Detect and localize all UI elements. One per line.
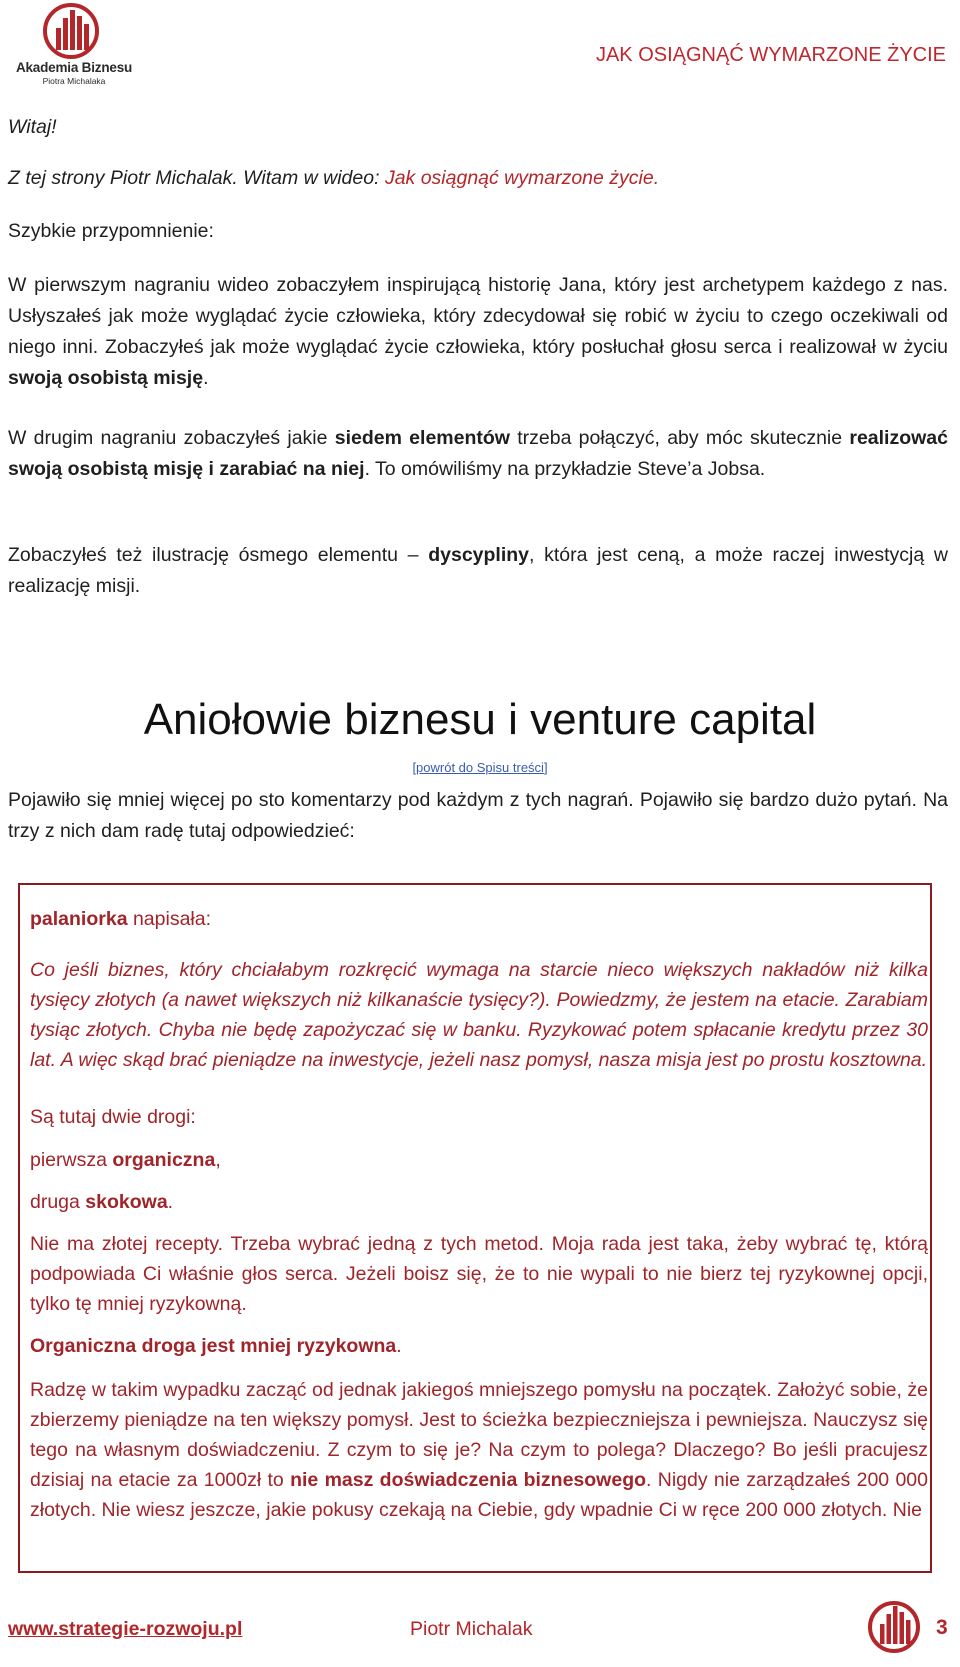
paragraph-text: Zobaczyłeś też ilustrację ósmego elementu – (8, 544, 429, 566)
first-way-prefix: pierwsza (30, 1149, 113, 1171)
advice-text: Radzę w takim wypadku zacząć od jednak jakiegoś mniejszego pomysłu na początek. Założyć sobie, że zbierzemy pieniądze na ten większy pomysł. Jest to ścieżka bezpieczniejsza i pewniejsza. Nauczysz się tego na własnym doświadczeniu. Z czym to się je? Na czym to polega? Dlaczego? Bo jeśli pracujesz dzisiaj na etacie za 1000zł to (30, 1379, 928, 1491)
bold-text: realizować swoją osobistą misję i zarabiać na niej (8, 427, 948, 480)
paragraph-text: W pierwszym nagraniu wideo zobaczyłem inspirującą historię Jana, który jest archetypem każdego z nas. Usłyszałeś jak może wyglądać życie człowieka, który zdecydował się robić w życiu to czego oczekiwali od niego inni. Zobaczyłeś jak może wyglądać życie człowieka, który posłuchał głosu serca i realizował w życiu (8, 274, 948, 358)
advice-bold: nie masz doświadczenia biznesowego (290, 1469, 647, 1491)
no-recipe-paragraph: Nie ma złotej recepty. Trzeba wybrać jedną z tych metod. Moja rada jest taka, żeby wybrać tę, którą podpowiada Ci właśnie głos serca. Jeżeli boisz się, że to nie wypali to nie bierz tej ryzykownej opcji, tylko tę mniej ryzykowną. (30, 1233, 928, 1315)
paragraph-text: . (203, 367, 209, 389)
logo-emblem-icon (4, 2, 138, 62)
paragraph-text: trzeba połączyć, aby móc skutecznie (509, 427, 850, 449)
advice-text: . Nigdy nie zarządzałeś 200 000 złotych. Nie wiesz jeszcze, jakie pokusy czekają na Ciebie, gdy wpadnie Ci w ręce 200 000 złotych. Nie (30, 1469, 928, 1521)
paragraph-first-video (8, 270, 948, 394)
question-author-line (30, 904, 928, 934)
footer-author: Piotr Michalak (410, 1618, 533, 1640)
greeting: Witaj! (8, 116, 57, 138)
logo-name: Akademia Biznesu (15, 60, 133, 75)
organic-dot: . (396, 1335, 402, 1357)
bold-text: siedem elementów (334, 427, 510, 449)
organic-bold: Organiczna droga jest mniej ryzykowna (30, 1335, 397, 1357)
akademia-biznesu-logo (4, 2, 138, 88)
question-text: Co jeśli biznes, który chciałabym rozkręcić wymaga na starcie nieco większych nakładów niż kilka tysięcy złotych (a nawet większych niż kilkanaście tysięcy?). Powiedzmy, że jestem na etacie. Zarabiam tysiąc złotych. Chyba nie będę zapożyczać się w banku. Ryzykować potem spłacanie kredytu przez 30 lat. A więc skąd brać pieniądze na inwestycje, jeżeli nasz pomysł, nasza misja jest po prostu kosztowna. (30, 959, 928, 1071)
footer-logo-icon (866, 1598, 922, 1656)
page-number: 3 (936, 1616, 948, 1639)
second-way-suffix: . (167, 1191, 174, 1213)
reminder-label: Szybkie przypomnienie: (8, 220, 214, 242)
two-ways-label: Są tutaj dwie drogi: (30, 1106, 196, 1128)
organic-statement (30, 1331, 928, 1361)
first-way-suffix: , (215, 1149, 221, 1171)
bold-text: swoją osobistą misję (8, 367, 204, 389)
header-title: JAK OSIĄGNĄĆ WYMARZONE ŻYCIE (595, 44, 946, 66)
paragraph-discipline (8, 540, 948, 602)
footer-website-link[interactable]: www.strategie-rozwoju.pl (8, 1618, 243, 1640)
section-lead: Pojawiło się mniej więcej po sto komentarzy pod każdym z tych nagrań. Pojawiło się bardzo dużo pytań. Na trzy z nich dam radę tutaj odpowiedzieć: (8, 789, 948, 842)
section-heading: Aniołowie biznesu i venture capital (143, 695, 817, 744)
advice-paragraph (30, 1375, 928, 1525)
question-author: palaniorka (30, 908, 128, 930)
logo-subtitle: Piotra Michalaka (42, 76, 106, 86)
first-way-name: organiczna (112, 1149, 216, 1171)
video-title: Jak osiągnąć wymarzone życie. (384, 167, 660, 189)
second-way (30, 1187, 928, 1217)
second-way-name: skokowa (85, 1191, 168, 1213)
second-way-prefix: druga (30, 1191, 86, 1213)
first-way (30, 1145, 928, 1175)
back-to-toc-link[interactable]: [powrót do Spisu treści] (412, 760, 548, 775)
paragraph-second-video (8, 423, 948, 485)
paragraph-text: . To omówiliśmy na przykładzie Steve’a Jobsa. (364, 458, 766, 480)
author-suffix: napisała: (127, 908, 212, 930)
intro-line-text: Z tej strony Piotr Michalak. Witam w wideo: (8, 167, 385, 189)
bold-text: dyscypliny (428, 544, 530, 566)
paragraph-text: , która jest ceną, a może raczej inwestycją w realizację misji. (8, 544, 948, 597)
paragraph-text: W drugim nagraniu zobaczyłeś jakie (8, 427, 335, 449)
intro-line (8, 163, 948, 194)
